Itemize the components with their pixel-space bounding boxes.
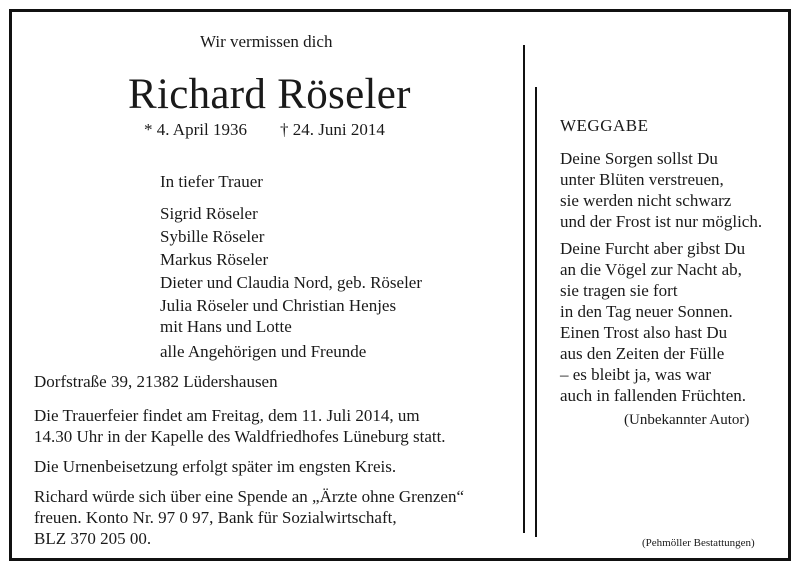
- birth-date: * 4. April 1936: [144, 120, 247, 139]
- poem-line: sie werden nicht schwarz: [560, 191, 732, 210]
- deceased-name: Richard Röseler: [128, 71, 411, 118]
- motto: Wir vermissen dich: [200, 32, 333, 51]
- death-date: † 24. Juni 2014: [280, 120, 385, 139]
- undertaker-credit: (Pehmöller Bestattungen): [642, 537, 755, 549]
- mourner: Dieter und Claudia Nord, geb. Röseler: [160, 273, 423, 292]
- mourning-intro: In tiefer Trauer: [160, 172, 263, 191]
- divider-line: [523, 45, 525, 533]
- poem-line: auch in fallenden Früchten.: [560, 386, 746, 405]
- urn-info: Die Urnenbeisetzung erfolgt später im engsten Kreis.: [34, 457, 397, 476]
- obituary-notice: [9, 9, 791, 561]
- poem-line: sie tragen sie fort: [560, 281, 678, 300]
- mourners-list: [160, 202, 422, 363]
- poem-title: WEGGABE: [560, 116, 649, 135]
- poem-author: (Unbekannter Autor): [624, 412, 750, 428]
- poem-line: unter Blüten verstreuen,: [560, 170, 724, 189]
- mourner: alle Angehörigen und Freunde: [160, 342, 367, 361]
- address: Dorfstraße 39, 21382 Lüdershausen: [34, 372, 278, 391]
- mourner: Sybille Röseler: [160, 227, 265, 246]
- poem-line: und der Frost ist nur möglich.: [560, 212, 763, 231]
- poem-stanza: [560, 148, 762, 232]
- donation-info: [34, 486, 464, 549]
- donation-info-line: Richard würde sich über eine Spende an „Ärzte ohne Grenzen“: [34, 487, 465, 506]
- funeral-info: [34, 405, 446, 447]
- poem-line: in den Tag neuer Sonnen.: [560, 302, 733, 321]
- donation-info-line: freuen. Konto Nr. 97 0 97, Bank für Sozialwirtschaft,: [34, 508, 397, 527]
- poem-line: aus den Zeiten der Fülle: [560, 344, 725, 363]
- mourner: mit Hans und Lotte: [160, 317, 292, 336]
- mourner: Markus Röseler: [160, 250, 269, 269]
- poem-stanza: [560, 322, 746, 406]
- donation-info-line: BLZ 370 205 00.: [34, 529, 152, 548]
- poem-line: Deine Sorgen sollst Du: [560, 149, 718, 168]
- poem-line: an die Vögel zur Nacht ab,: [560, 260, 742, 279]
- poem-line: Deine Furcht aber gibst Du: [560, 239, 746, 258]
- divider-line: [535, 87, 537, 537]
- poem-line: – es bleibt ja, was war: [560, 365, 712, 384]
- poem-line: Einen Trost also hast Du: [560, 323, 728, 342]
- mourner: Sigrid Röseler: [160, 204, 258, 223]
- funeral-info-line: 14.30 Uhr in der Kapelle des Waldfriedhofes Lüneburg statt.: [34, 427, 446, 446]
- poem-stanza: [560, 238, 745, 322]
- mourner: Julia Röseler und Christian Henjes: [160, 296, 397, 315]
- funeral-info-line: Die Trauerfeier findet am Freitag, dem 11. Juli 2014, um: [34, 406, 420, 425]
